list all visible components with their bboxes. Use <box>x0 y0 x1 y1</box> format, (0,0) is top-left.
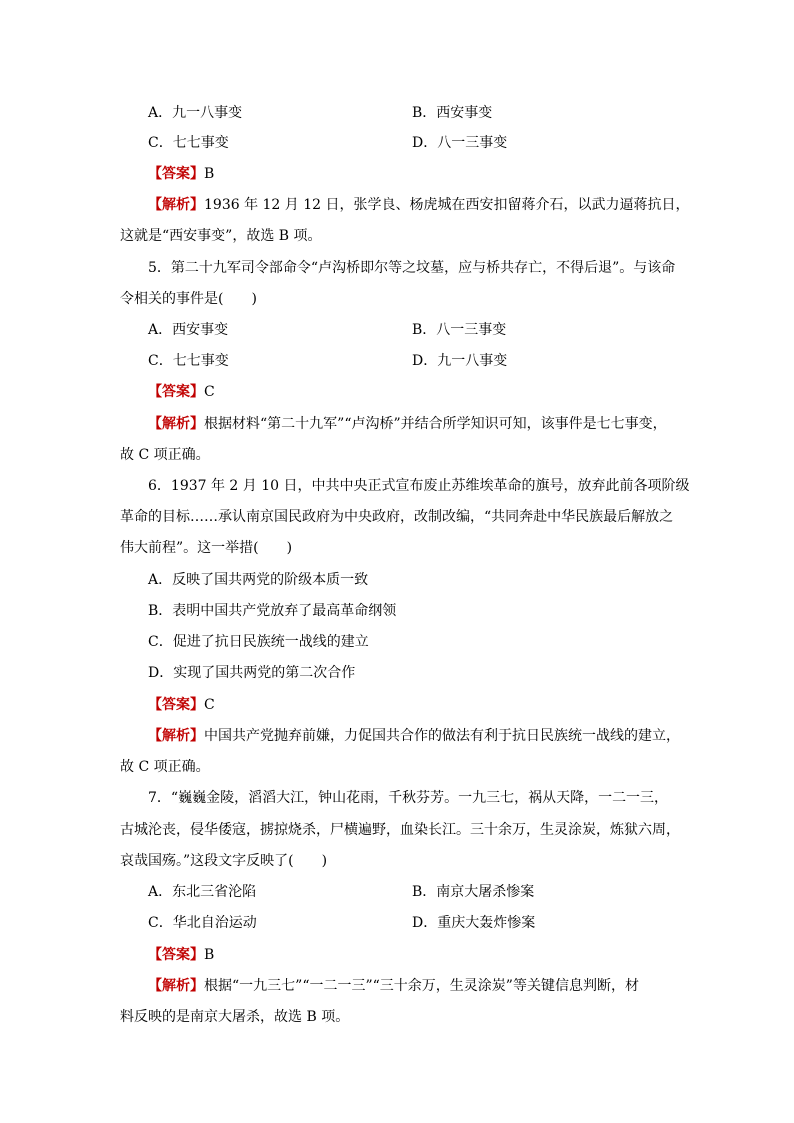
question-5-stem: 5．第二十九军司令部命令“卢沟桥即尔等之坟墓，应与桥共存亡，不得后退”。与该命 <box>148 260 676 276</box>
answer-value: B <box>204 166 215 182</box>
option-b: B．西安事变 <box>412 105 493 121</box>
option-a: A．东北三省沦陷 <box>148 884 257 900</box>
option-b: B．八一三事变 <box>412 322 507 338</box>
analysis-text: 根据材料“第二十九军”“卢沟桥”并结合所学知识可知，该事件是七七事变， <box>204 416 667 432</box>
option-b: B．南京大屠杀惨案 <box>412 884 535 900</box>
question-6-stem: 6．1937 年 2 月 10 日，中共中央正式宣布废止苏维埃革命的旗号，放弃此前各项阶级 <box>148 478 690 494</box>
analysis-text: 料反映的是南京大屠杀，故选 B 项。 <box>120 1009 350 1025</box>
analysis-label: 【解析】 <box>148 197 204 213</box>
option-c: C．华北自治运动 <box>148 915 257 931</box>
analysis-line <box>148 976 639 996</box>
option-d: D．重庆大轰炸惨案 <box>412 915 536 931</box>
analysis-line <box>148 414 667 434</box>
analysis-label: 【解析】 <box>148 978 204 994</box>
answer-line <box>148 164 214 184</box>
answer-line <box>148 695 215 715</box>
answer-line <box>148 382 215 402</box>
answer-value: C <box>204 697 215 713</box>
option-c: C．促进了抗日民族统一战线的建立 <box>148 634 369 650</box>
analysis-text: 这就是“西安事变”，故选 B 项。 <box>120 228 322 244</box>
option-c: C．七七事变 <box>148 353 229 369</box>
analysis-line <box>148 726 680 746</box>
question-7-stem: 哀哉国殇。”这段文字反映了( ) <box>120 853 328 869</box>
option-a: A．西安事变 <box>148 322 229 338</box>
analysis-line <box>148 195 690 215</box>
question-5-stem: 令相关的事件是( ) <box>120 291 257 307</box>
analysis-label: 【解析】 <box>148 728 204 744</box>
analysis-text: 中国共产党抛弃前嫌，力促国共合作的做法有利于抗日民族统一战线的建立， <box>204 728 680 744</box>
analysis-text: 1936 年 12 月 12 日，张学良、杨虎城在西安扣留蒋介石，以武力逼蒋抗日， <box>204 197 690 213</box>
option-d: D．八一三事变 <box>412 135 508 151</box>
option-c: C．七七事变 <box>148 135 229 151</box>
question-7-stem: 7．“巍巍金陵，滔滔大江，钟山花雨，千秋芬芳。一九三七，祸从天降，一二一三， <box>148 790 669 806</box>
answer-value: B <box>204 947 215 963</box>
answer-label: 【答案】 <box>148 384 204 400</box>
analysis-text: 故 C 项正确。 <box>120 447 210 463</box>
answer-label: 【答案】 <box>148 947 204 963</box>
question-7-stem: 古城沦丧，侵华倭寇，掳掠烧杀，尸横遍野，血染长江。三十余万，生灵涂炭，炼狱六周， <box>120 822 680 838</box>
answer-value: C <box>204 384 215 400</box>
option-b: B．表明中国共产党放弃了最高革命纲领 <box>148 603 397 619</box>
option-d: D．九一八事变 <box>412 353 508 369</box>
answer-label: 【答案】 <box>148 697 204 713</box>
answer-line <box>148 945 214 965</box>
analysis-text: 根据“一九三七”“一二一三”“三十余万，生灵涂炭”等关键信息判断，材 <box>204 978 639 994</box>
option-a: A．九一八事变 <box>148 105 243 121</box>
option-d: D．实现了国共两党的第二次合作 <box>148 665 356 681</box>
question-6-stem: 革命的目标……承认南京国民政府为中央政府，改制改编，“共同奔赴中华民族最后解放之 <box>120 509 674 525</box>
analysis-text: 故 C 项正确。 <box>120 759 210 775</box>
answer-label: 【答案】 <box>148 166 204 182</box>
option-a: A．反映了国共两党的阶级本质一致 <box>148 572 369 588</box>
question-6-stem: 伟大前程”。这一举措( ) <box>120 540 293 556</box>
analysis-label: 【解析】 <box>148 416 204 432</box>
